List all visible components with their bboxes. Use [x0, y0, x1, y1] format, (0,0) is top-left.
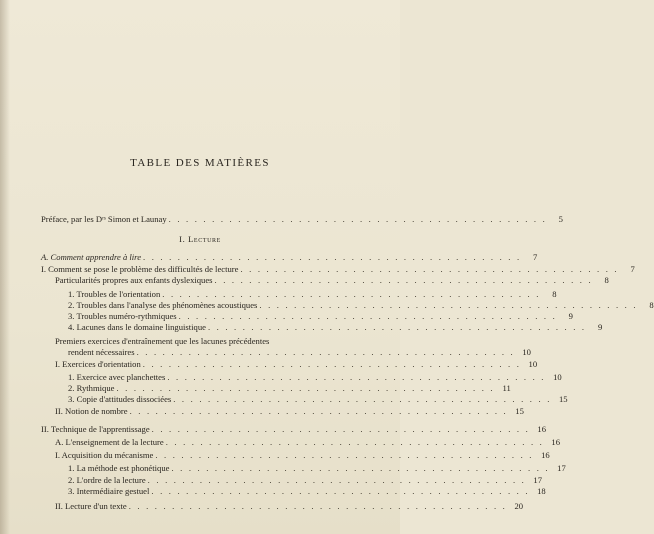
leader-dots: . . . . . . . . . . . . . . . . . . . . . . . . . . . . . . . . . . . . . . . . . . . .	[151, 486, 530, 496]
section-heading: I. Lecture	[179, 234, 221, 244]
toc-entry-label: 1. Exercice avec planchettes	[68, 372, 166, 382]
leader-dots: . . . . . . . . . . . . . . . . . . . . . . . . . . . . . . . . . . . . . . . . . . . .	[168, 214, 547, 224]
leader-dots: . . . . . . . . . . . . . . . . . . . . . . . . . . . . . . . . . . . . . . . . . . . .	[143, 252, 522, 262]
leader-dots: . . . . . . . . . . . . . . . . . . . . . . . . . . . . . . . . . . . . . . . . . . . .	[259, 300, 638, 310]
leader-dots: . . . . . . . . . . . . . . . . . . . . . . . . . . . . . . . . . . . . . . . . . . . .	[167, 372, 546, 382]
toc-entry-label: A. Comment apprendre à lire	[41, 252, 142, 262]
toc-entry-page: 17	[533, 475, 542, 485]
page-title: TABLE DES MATIÈRES	[130, 157, 270, 169]
toc-entry-page: 20	[514, 501, 524, 511]
toc-entry-page: 8	[649, 300, 654, 310]
toc-entry-label: II. Lecture d'un texte	[55, 501, 127, 511]
leader-dots: . . . . . . . . . . . . . . . . . . . . . . . . . . . . . . . . . . . . . . . . . . . .	[214, 275, 593, 285]
leader-dots: . . . . . . . . . . . . . . . . . . . . . . . . . . . . . . . . . . . . . . . . . . . .	[129, 406, 508, 416]
toc-entry	[55, 274, 609, 286]
toc-entry-label: 1. Troubles de l'orientation	[68, 289, 161, 299]
toc-entry-label: I. Acquisition du mécanisme	[55, 450, 154, 460]
toc-entry-wrapped-label: Premiers exercices d'entraînement que les lacunes précédentes	[55, 336, 270, 346]
toc-entry-label: Particularités propres aux enfants dyslexiques	[55, 275, 213, 285]
toc-entry-page: 11	[502, 383, 511, 393]
leader-dots: . . . . . . . . . . . . . . . . . . . . . . . . . . . . . . . . . . . . . . . . . . . .	[207, 322, 587, 332]
toc-entry-page: 15	[558, 394, 568, 404]
leader-dots: . . . . . . . . . . . . . . . . . . . . . . . . . . . . . . . . . . . . . . . . . . . .	[142, 359, 522, 369]
toc-entry	[41, 423, 546, 435]
toc-entry-label: 3. Copie d'attitudes dissociées	[68, 394, 172, 404]
toc-entry-page: 10	[553, 372, 562, 382]
toc-entry-preface	[41, 213, 563, 225]
toc-entry	[41, 251, 538, 263]
toc-entry	[55, 405, 524, 417]
toc-entry-label: 2. Troubles dans l'analyse des phénomènes acoustiques	[68, 300, 258, 310]
leader-dots: . . . . . . . . . . . . . . . . . . . . . . . . . . . . . . . . . . . . . . . . . . . .	[151, 424, 530, 434]
toc-entry-page: 7	[533, 252, 538, 262]
leader-dots: . . . . . . . . . . . . . . . . . . . . . . . . . . . . . . . . . . . . . . . . . . . .	[178, 311, 557, 321]
leader-dots: . . . . . . . . . . . . . . . . . . . . . . . . . . . . . . . . . . . . . . . . . . . .	[165, 437, 545, 447]
toc-entry-label: I. Exercices d'orientation	[55, 359, 141, 369]
toc-entry-page: 10	[522, 347, 531, 357]
leader-dots: . . . . . . . . . . . . . . . . . . . . . . . . . . . . . . . . . . . . . . . . . . . .	[147, 475, 526, 485]
toc-entry-label: II. Notion de nombre	[55, 406, 128, 416]
toc-entry-label: rendent nécessaires	[68, 347, 135, 357]
toc-entry-page: 8	[604, 275, 609, 285]
toc-entry	[55, 436, 561, 448]
toc-entry-page: 17	[557, 463, 566, 473]
toc-entry-page: 15	[515, 406, 524, 416]
toc-entry-label: I. Comment se pose le problème des difficultés de lecture	[41, 264, 239, 274]
toc-entry-label: A. L'enseignement de la lecture	[55, 437, 164, 447]
toc-entry-label: II. Technique de l'apprentissage	[41, 424, 150, 434]
leader-dots: . . . . . . . . . . . . . . . . . . . . . . . . . . . . . . . . . . . . . . . . . . . .	[128, 501, 508, 511]
toc-entry	[68, 485, 546, 497]
toc-entry-page: 7	[630, 264, 635, 274]
leader-dots: . . . . . . . . . . . . . . . . . . . . . . . . . . . . . . . . . . . . . . . . . . . .	[162, 289, 541, 299]
toc-entry-page: 9	[568, 311, 573, 321]
leader-dots: . . . . . . . . . . . . . . . . . . . . . . . . . . . . . . . . . . . . . . . . . . . .	[240, 264, 619, 274]
toc-entry	[68, 393, 568, 405]
toc-entry	[55, 358, 538, 370]
toc-entry-page: 8	[552, 289, 557, 299]
toc-entry	[55, 449, 550, 461]
toc-entry	[55, 500, 524, 512]
toc-entry-page: 9	[597, 322, 603, 332]
toc-entry-page: 18	[537, 486, 546, 496]
toc-entry-label: 2. L'ordre de la lecture	[68, 475, 146, 485]
toc-entry-label: Préface, par les Dʳˢ Simon et Launay	[41, 214, 167, 224]
toc-entry-label: 3. Troubles numéro-rythmiques	[68, 311, 177, 321]
leader-dots: . . . . . . . . . . . . . . . . . . . . . . . . . . . . . . . . . . . . . . . . . . . .	[155, 450, 534, 460]
toc-entry-page: 16	[537, 424, 546, 434]
toc-entry	[68, 462, 566, 474]
toc-entry	[68, 346, 531, 358]
leader-dots: . . . . . . . . . . . . . . . . . . . . . . . . . . . . . . . . . . . . . . . . . . . .	[116, 383, 495, 393]
toc-entry-page: 16	[541, 450, 550, 460]
leader-dots: . . . . . . . . . . . . . . . . . . . . . . . . . . . . . . . . . . . . . . . . . . . .	[136, 347, 515, 357]
leader-dots: . . . . . . . . . . . . . . . . . . . . . . . . . . . . . . . . . . . . . . . . . . . .	[173, 394, 552, 404]
toc-entry-label: 4. Lacunes dans le domaine linguistique	[68, 322, 206, 332]
toc-entry-label: 1. La méthode est phonétique	[68, 463, 170, 473]
leader-dots: . . . . . . . . . . . . . . . . . . . . . . . . . . . . . . . . . . . . . . . . . . . .	[171, 463, 550, 473]
toc-entry-label: 3. Intermédiaire gestuel	[68, 486, 150, 496]
toc-entry-label: 2. Rythmique	[68, 383, 115, 393]
toc-entry-page: 16	[551, 437, 561, 447]
toc-entry	[68, 321, 603, 333]
page-gutter-shadow	[0, 0, 10, 534]
toc-entry-page: 5	[558, 214, 563, 224]
toc-entry-page: 10	[528, 359, 538, 369]
